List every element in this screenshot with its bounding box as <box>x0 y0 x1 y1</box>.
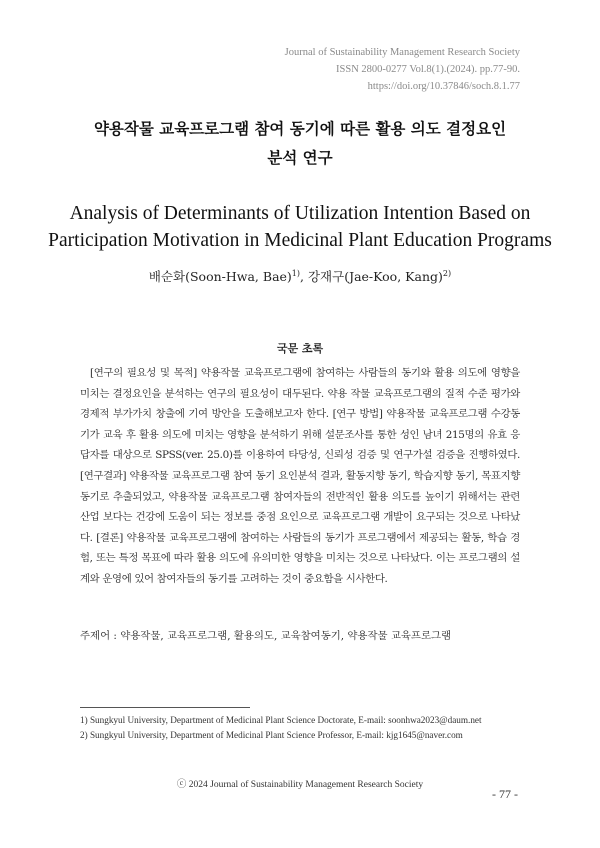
footnotes <box>80 713 520 743</box>
english-title-line2: Participation Motivation in Medicinal Plant Education Programs <box>48 230 552 251</box>
footnote-1: 1) Sungkyul University, Department of Medicinal Plant Science Doctorate, E-mail: soonhwa2023@daum.net <box>80 715 482 725</box>
author-list <box>0 267 600 285</box>
abstract-heading: 국문 초록 <box>276 342 324 355</box>
author-1-footnote-mark: 1) <box>291 268 301 278</box>
korean-title-line1: 약용작물 교육프로그램 참여 동기에 따른 활용 의도 결정요인 <box>93 119 507 138</box>
abstract-body: [연구의 필요성 및 목적] 약용작물 교육프로그램에 참여하는 사람들의 동기와 활용 의도에 영향을 미치는 결정요인을 분석하는 연구의 필요성이 대두된다. 약용 작물 교육프로그램의 질적 수준 평가와 경제적 부가가치 창출에 기여 방안을 도출해보고자 한다. [연구 방법] 약용작물 교육프로그램 수강동기가 교육 후 활용 의도에 미치는 영향을 분석하기 위해 설문조사를 통한 성인 남녀 215명의 유효 응답자를 대상으로 SPSS(ver. 25.0)를 이용하여 타당성, 신뢰성 검증 및 연구가설 검증을 진행하였다. [연구결과] 약용작물 교육프로그램 참여 동기 요인분석 결과, 활동지향 동기, 학습지향 동기, 목표지향 동기로 추출되었고, 약용작물 교육프로그램 참여자들의 전반적인 활용 의도를 높이기 위해서는 관련 산업 보다는 건강에 도움이 되는 정보를 중점 요인으로 교육프로그램 개발이 요구되는 것으로 나타났다. [결론] 약용작물 교육프로그램에 참여하는 사람들의 동기가 프로그램에서 제공되는 활동, 학습 경험, 또는 특정 목표에 따라 활용 의도에 유의미한 영향을 미치는 것으로 나타났다. 이는 프로그램의 설계와 운영에 있어 참여자들의 동기를 고려하는 것이 중요함을 시사한다. <box>80 367 520 585</box>
korean-title-line2: 분석 연구 <box>267 148 333 167</box>
english-title <box>0 200 600 254</box>
journal-name: Journal of Sustainability Management Research Society <box>284 47 520 58</box>
author-separator: , <box>300 269 308 284</box>
issn-volume: ISSN 2800-0277 Vol.8(1).(2024). pp.77-90. <box>336 64 520 75</box>
author-2-footnote-mark: 2) <box>442 268 452 278</box>
journal-header <box>285 44 520 95</box>
footnote-divider <box>80 707 250 708</box>
author-2: 강재구(Jae-Koo, Kang) <box>307 269 443 284</box>
english-title-line1: Analysis of Determinants of Utilization Intention Based on <box>69 203 531 224</box>
keywords: 주제어 : 약용작물, 교육프로그램, 활용의도, 교육참여동기, 약용작물 교육프로그램 <box>80 630 452 642</box>
footnote-2: 2) Sungkyul University, Department of Medicinal Plant Science Professor, E-mail: kjg1645@naver.com <box>80 730 463 740</box>
copyright-notice: ⓒ 2024 Journal of Sustainability Management Research Society <box>176 780 424 790</box>
korean-title <box>0 114 600 172</box>
page-number: - 77 - <box>492 787 518 801</box>
doi-link[interactable]: https://doi.org/10.37846/soch.8.1.77 <box>367 81 520 92</box>
author-1: 배순화(Soon-Hwa, Bae) <box>148 269 292 284</box>
